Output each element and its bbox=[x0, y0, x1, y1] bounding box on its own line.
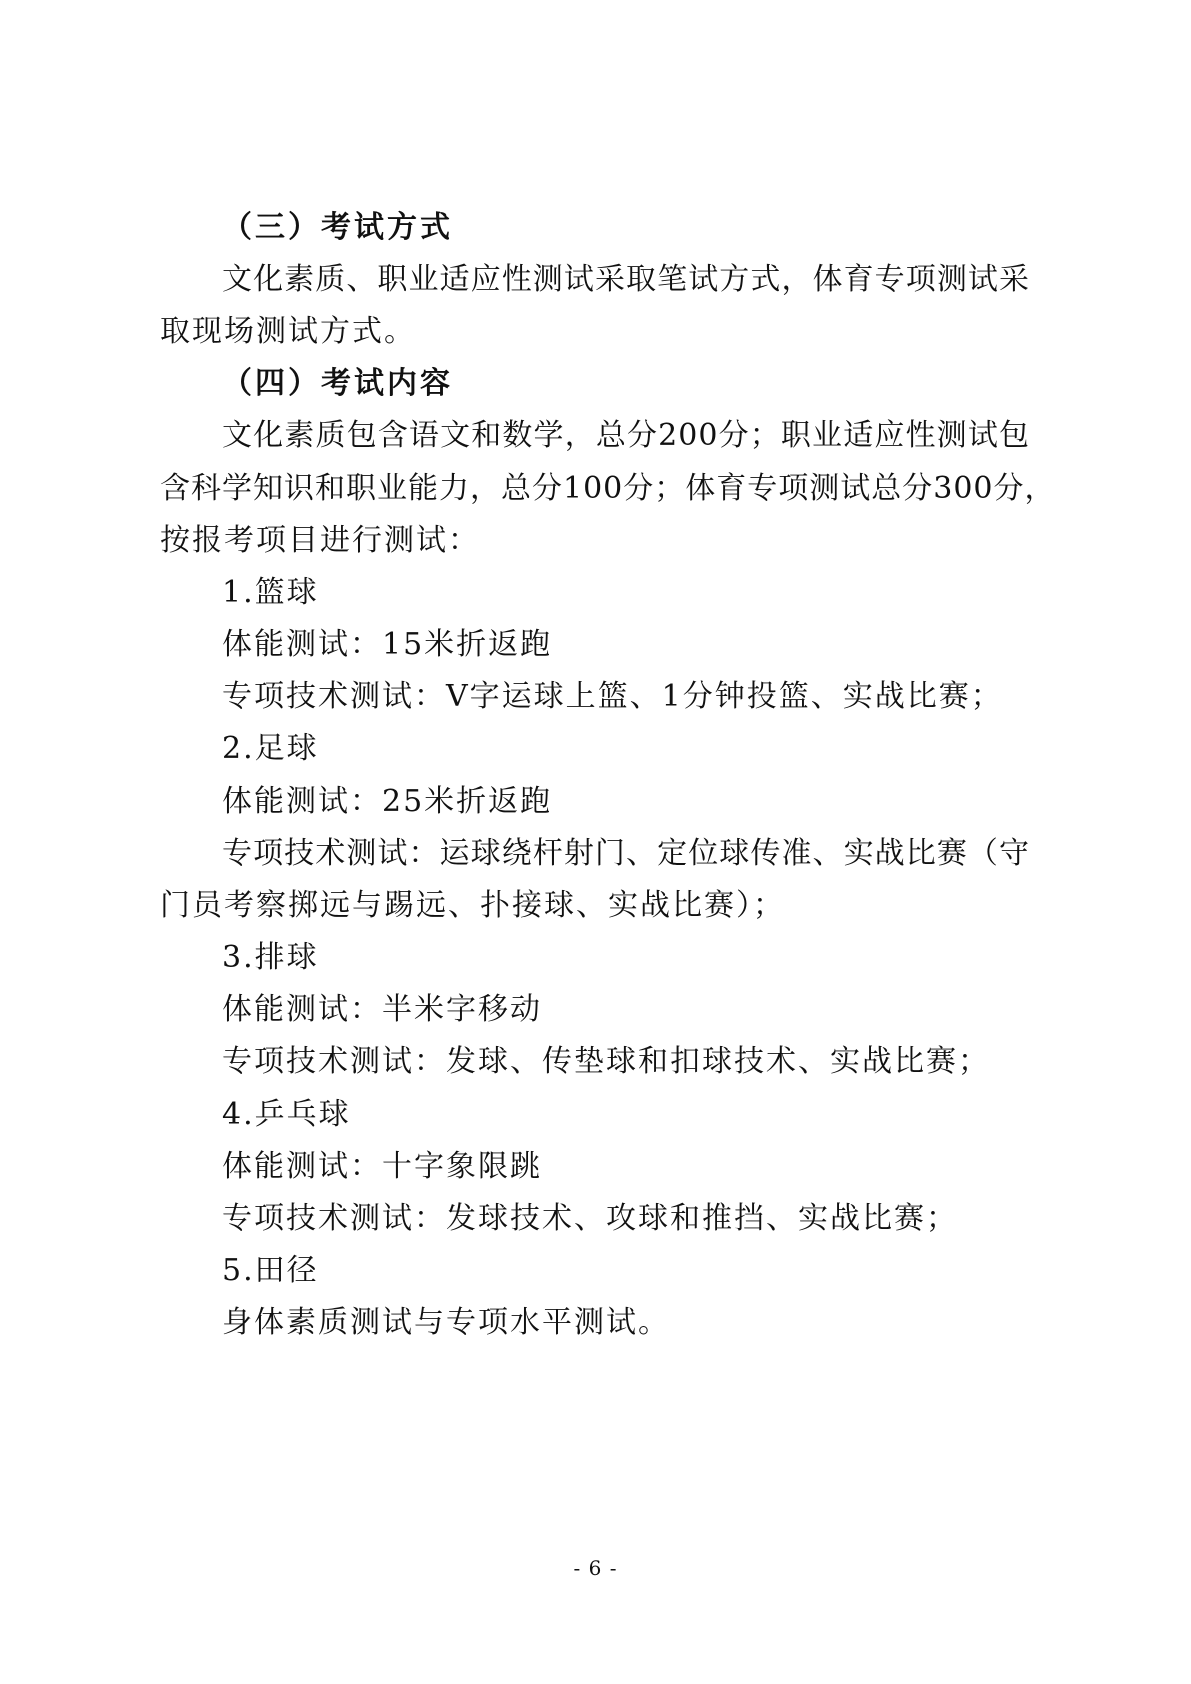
paragraph-line: 文化素质、职业适应性测试采取笔试方式，体育专项测试采 bbox=[222, 262, 1030, 297]
list-item-physical-test: 体能测试：半米字移动 bbox=[222, 992, 542, 1027]
list-item-technical-test: 专项技术测试：发球技术、攻球和推挡、实战比赛； bbox=[222, 1201, 958, 1236]
paragraph-line: 含科学知识和职业能力，总分100分；体育专项测试总分300分， bbox=[160, 471, 1056, 506]
list-item-title-football: 2.足球 bbox=[222, 731, 319, 766]
list-item-technical-test: 专项技术测试：发球、传垫球和扣球技术、实战比赛； bbox=[222, 1044, 990, 1079]
list-item-physical-test: 体能测试：15米折返跑 bbox=[222, 627, 553, 662]
list-item-title-table-tennis: 4.乒乓球 bbox=[222, 1097, 351, 1132]
paragraph-line: 按报考项目进行测试： bbox=[160, 523, 480, 558]
section-heading-exam-method: （三）考试方式 bbox=[222, 210, 453, 245]
list-item-title-basketball: 1.篮球 bbox=[222, 575, 319, 610]
paragraph-line: 取现场测试方式。 bbox=[160, 314, 416, 349]
list-item-title-athletics: 5.田径 bbox=[222, 1253, 319, 1288]
paragraph-line: 文化素质包含语文和数学，总分200分；职业适应性测试包 bbox=[222, 418, 1030, 453]
list-item-physical-test: 身体素质测试与专项水平测试。 bbox=[222, 1305, 670, 1340]
list-item-technical-test: 专项技术测试：V字运球上篮、1分钟投篮、实战比赛； bbox=[222, 679, 1003, 714]
list-item-technical-test: 专项技术测试：运球绕杆射门、定位球传准、实战比赛（守 bbox=[222, 836, 1030, 871]
list-item-physical-test: 体能测试：25米折返跑 bbox=[222, 784, 553, 819]
list-item-technical-test-continued: 门员考察掷远与踢远、扑接球、实战比赛）； bbox=[160, 888, 785, 923]
list-item-title-volleyball: 3.排球 bbox=[222, 940, 319, 975]
list-item-physical-test: 体能测试：十字象限跳 bbox=[222, 1149, 542, 1184]
section-heading-exam-content: （四）考试内容 bbox=[222, 366, 453, 401]
page-number: - 6 - bbox=[573, 1556, 618, 1580]
